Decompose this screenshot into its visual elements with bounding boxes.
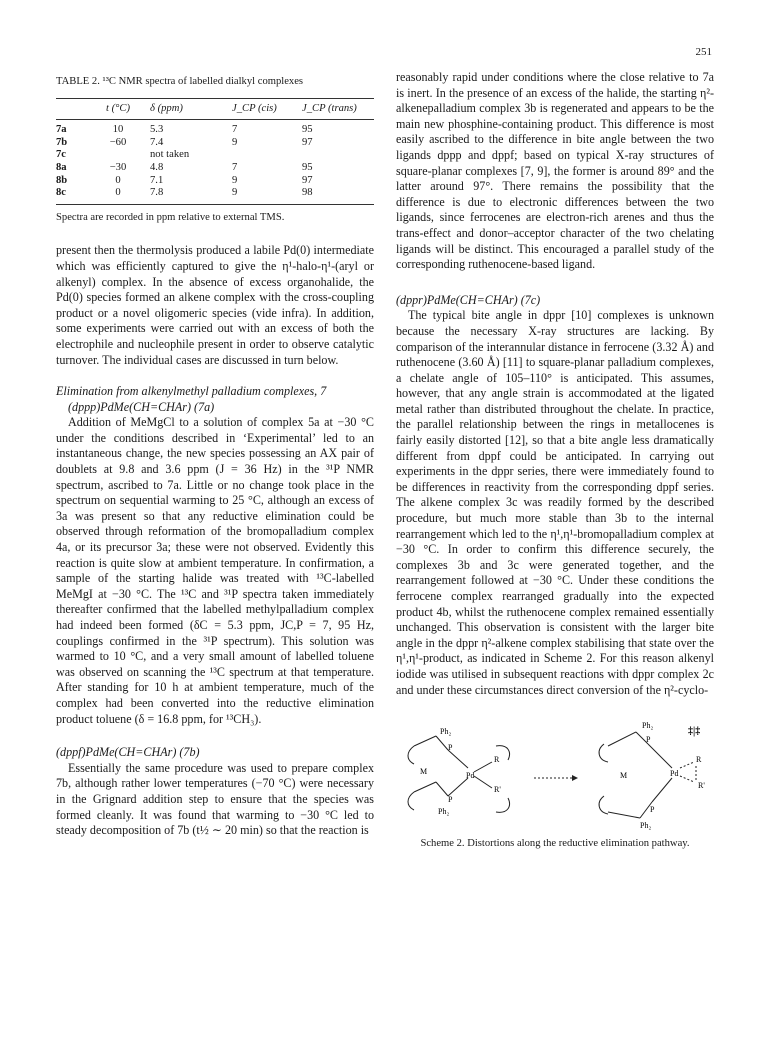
scheme-label-r-prime: R' <box>698 781 705 791</box>
table-cell: 0 <box>115 187 121 199</box>
table-cell: 7 <box>232 124 238 136</box>
table-cell: 97 <box>302 136 313 148</box>
table-cell: 7.8 <box>150 187 164 199</box>
table-cell: 9 <box>232 187 238 199</box>
table-cell: 8a <box>56 161 67 173</box>
table-cell: 7.1 <box>150 174 164 186</box>
table-header-cell: t (°C) <box>98 98 150 120</box>
table-cell: 10 <box>112 124 124 136</box>
table-cell <box>98 149 150 162</box>
table-row <box>56 137 374 150</box>
table-header-cell: J_CP (trans) <box>302 98 374 120</box>
table-cell: 7b <box>56 136 68 148</box>
table-cell: 7a <box>56 124 67 136</box>
table-row <box>56 175 374 188</box>
table-cell: −60 <box>109 136 127 148</box>
nmr-table <box>56 98 374 204</box>
table-cell: 9 <box>232 136 238 148</box>
table-header-cell <box>56 98 98 120</box>
transition-state-symbol: ‡|‡ <box>688 726 701 738</box>
table-cell: not taken <box>150 149 190 161</box>
table-header-row <box>56 98 374 120</box>
scheme-label-pd: Pd <box>670 769 679 779</box>
scheme-label-ph2-bottom: Ph₂ <box>438 807 450 817</box>
table-row <box>56 162 374 175</box>
subsection-heading: (dppr)PdMe(CH=CHAr) (7c) <box>396 292 541 307</box>
scheme-caption: Scheme 2. Distortions along the reductive elimination pathway. <box>420 838 690 850</box>
paragraph: present then the thermolysis produced a labile Pd(0) intermediate which was efficiently captured to give the η¹-halo-η¹-(aryl or alkenyl) complex. In the absence of excess organohalide, the Pd(0) species formed an alkene complex with the cross-coupling product or a novel oligomeric species (vide infra). In addition, some experiments were carried out with an excess of both the electrophile and nucleophile present in order to observe catalytic turnover. The individual cases are discussed in turn below. <box>56 243 374 367</box>
scheme-label-p-top: P <box>448 743 453 753</box>
scheme-label-r: R <box>696 755 702 765</box>
scheme-label-ph2-top: Ph₂ <box>440 727 452 737</box>
paragraph: Addition of MeMgCl to a solution of complex 5a at −30 °C under the conditions described in ‘Experimental’ led to an instantaneous change, the new species possessing an AX pair of doublets at 9.8 and 3.6 ppm (J = 36 Hz) in the ³¹P NMR spectrum, ascribed to 7a. Little or no change took place in the spectrum on sequential warming to 25 °C, although an excess of 3a was present so that any reductive elimination could be observed through reformation of the bromopalladium complex 4a, or its precursor 3a; these were not observed. Evidently this reaction is quite slow at ambient temperature. In confirmation, a sample of the starting halide was treated with ¹³C-labelled MeMgI at −30 °C. The ¹³C and ³¹P spectra taken immediately thereafter confirmed that the labelled methylpalladium complex had indeed been formed (δC = 5.3 ppm, JC,P = 7, 95 Hz, couplings confirmed in the ³¹P spectrum). This solution was warmed to 10 °C, and a very small amount of labelled toluene was observed on scanning the ¹³C spectrum at that temperature. After standing for 10 h at ambient temperature, much of the complex had been converted into the reductive elimination product toluene (δ = 16.8 ppm, for ¹³CH₃). <box>56 415 374 726</box>
table-cell: 9 <box>232 174 238 186</box>
table-cell: 4.8 <box>150 161 164 173</box>
table-footnote: Spectra are recorded in ppm relative to external TMS. <box>56 204 374 226</box>
table-cell: −30 <box>109 161 127 173</box>
table-row <box>56 149 374 162</box>
table-cell: 97 <box>302 174 313 186</box>
table-row <box>56 187 374 204</box>
scheme-label-m: M <box>420 767 428 777</box>
scheme-label-r-prime: R' <box>494 785 501 795</box>
subsection-heading: (dppp)PdMe(CH=CHAr) (7a) <box>68 399 215 414</box>
table-header-cell: δ (ppm) <box>150 98 232 120</box>
table-cell: 95 <box>302 161 313 173</box>
table-caption: TABLE 2. ¹³C NMR spectra of labelled dialkyl complexes <box>56 76 304 87</box>
table-cell: 7c <box>56 149 66 161</box>
table-row <box>56 120 374 137</box>
table-cell: 7 <box>232 161 238 173</box>
scheme-label-ph2-bottom: Ph₂ <box>640 821 652 831</box>
table-cell: 98 <box>302 187 313 199</box>
table-cell <box>302 149 374 162</box>
paragraph: Essentially the same procedure was used to prepare complex 7b, although rather lower temperatures (−70 °C) were necessary in the Grignard addition step to ensure that the species was formed cleanly. It was found that warming to −30 °C led to steady decomposition of 7b (t½ ∼ 20 min) so that the reaction is <box>56 760 374 838</box>
table-cell: 7.4 <box>150 136 164 148</box>
section-heading: Elimination from alkenylmethyl palladium complexes, 7 <box>56 384 327 399</box>
page-number: 251 <box>695 46 712 58</box>
table-cell: 8b <box>56 174 68 186</box>
subsection-heading: (dppf)PdMe(CH=CHAr) (7b) <box>56 745 200 760</box>
scheme-label-p-top: P <box>646 735 651 745</box>
paragraph: The typical bite angle in dppr [10] complexes is unknown because the necessary X-ray structures are lacking. By comparison of the interannular distance in ferrocene (3.32 Å) and ruthenocene (3.60 Å) [11] to square-planar palladium complexes, a chelate angle of 105–110° is anticipated. This assumes, however, that any angle strain is accommodated at the ligated metal rather than distributed throughout the chelate. In practice, the parallel relationship between the rings in metallocenes is fairly easily distorted [12], so that a bite angle less dramatically different from dppf could be anticipated. In carrying out experiments in the dppr series, there were immediately found to be differences in reactivity from the corresponding dppf series. The alkene complex 3c was readily formed by the described procedure, but much more stable than 3b to the internal rearrangement which led to the η¹,η¹-bromopalladium complex at −30 °C. In order to confirm this difference securely, the complexes 3b and 3c were generated together, and the rearrangement followed at −30 °C. Under these conditions the ferrocene complex rearranged gradually into the expected product 4b, whilst the ruthenocene complex remained essentially unchanged. This observation is consistent with the larger bite angle in the dppr η²-alkene complex stabilising that state over the η¹,η¹-product, as indicated in Scheme 2. For this reason alkenyl iodide was utilised in subsequent reactions with dppr complex 2c and under these circumstances direct conversion of the η²-cyclo- <box>396 308 714 697</box>
table-cell <box>232 149 302 162</box>
scheme-2-diagram <box>396 716 714 834</box>
right-column <box>396 70 714 852</box>
table-cell: 95 <box>302 124 313 136</box>
scheme-label-p-bottom: P <box>448 795 453 805</box>
paragraph: reasonably rapid under conditions where the close relative to 7a is inert. In the presence of an excess of the halide, the starting η²-alkenepalladium complex 3b is regenerated and appears to be the main new phosphine-containing product. This difference is most easily ascribed to the difference in bite angle between the two ligands dppp and dppf; based on typical X-ray structures of square-planar complexes [7, 9], the former is around 89° and the latter around 97°. There remains the possibility that the difference is due to electronic differences between the two ligands, since ferrocenes are electron-rich arenes and thus the trans-effect and donor–acceptor character of the two chelating ligands will be distinct. This encouraged a parallel study of the corresponding ruthenocene-based ligand. <box>396 70 714 272</box>
left-column <box>56 70 374 839</box>
table-cell: 8c <box>56 187 66 199</box>
scheme-label-m: M <box>620 771 628 781</box>
scheme-label-p-bottom: P <box>650 805 655 815</box>
table-header-cell: J_CP (cis) <box>232 98 302 120</box>
table-cell: 5.3 <box>150 124 164 136</box>
scheme-label-r: R <box>494 755 500 765</box>
dashed-arrow <box>534 775 578 781</box>
scheme-right-structure <box>599 732 696 818</box>
scheme-label-ph2-top: Ph₂ <box>642 721 654 731</box>
table-cell: 0 <box>115 174 121 186</box>
scheme-label-pd: Pd <box>466 771 475 781</box>
